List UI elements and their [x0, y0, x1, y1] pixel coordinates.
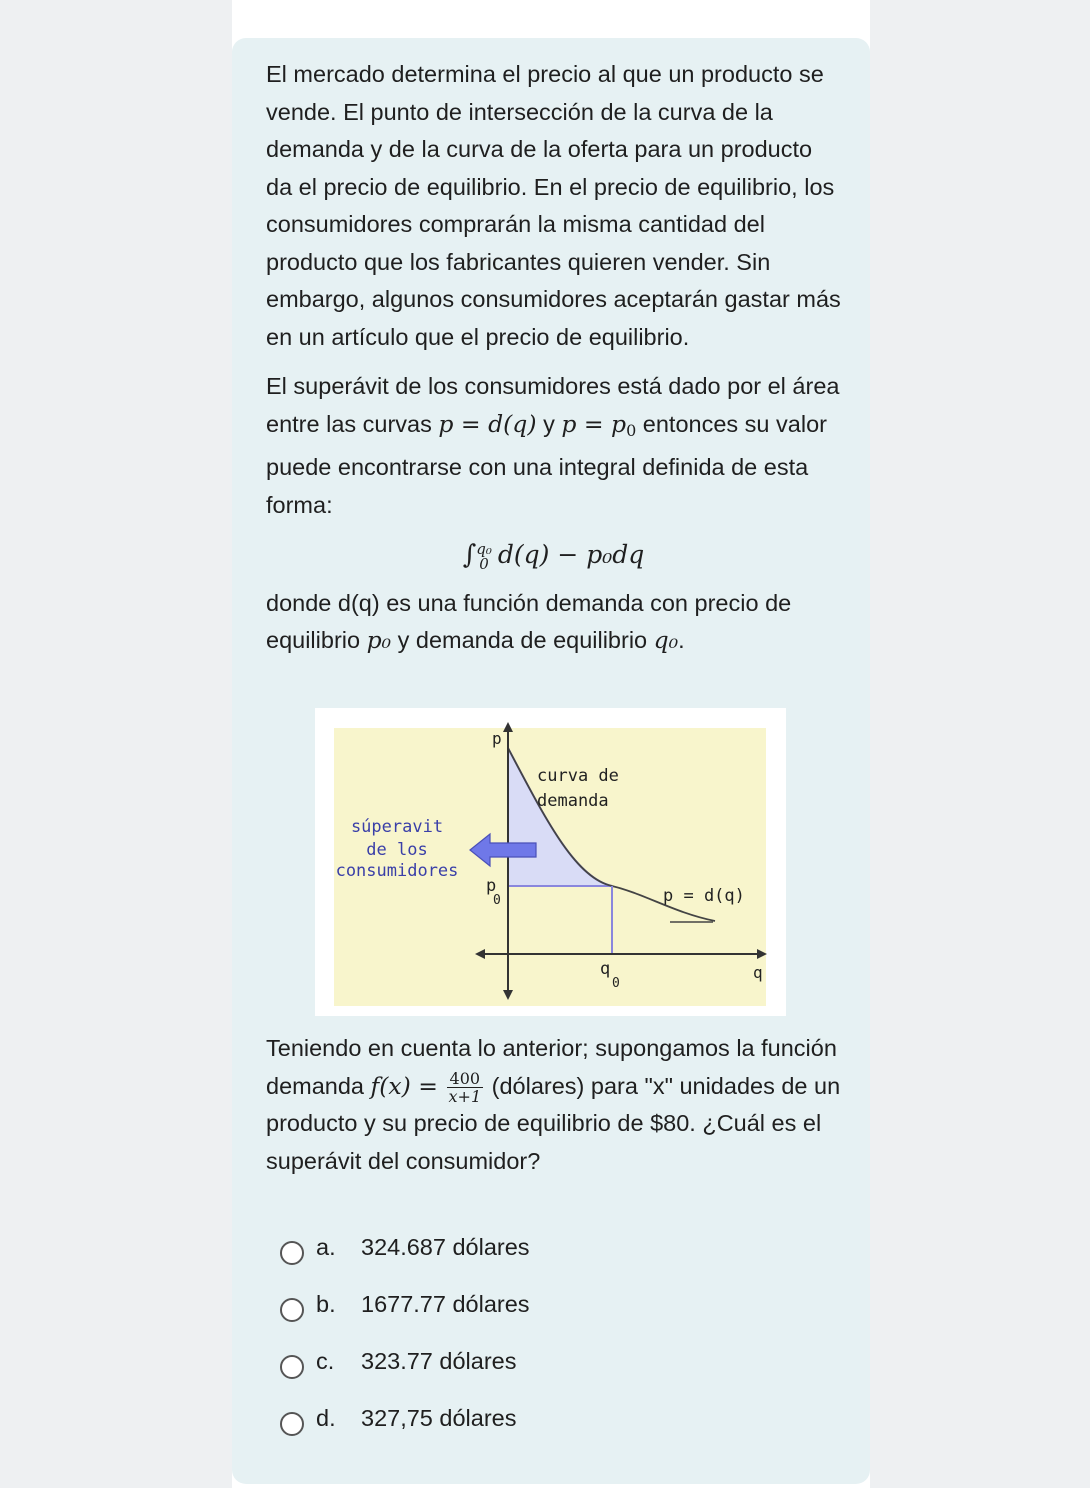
option-b-letter: b. [316, 1291, 336, 1317]
math-price-line-sub: 0 [626, 420, 637, 440]
option-c-text: 323.77 dólares [361, 1348, 517, 1374]
integral-lower-limit: 0 [479, 554, 489, 573]
surplus-label-line3: consumidores [335, 861, 459, 881]
integral-body: d(q) − p₀dq [497, 540, 645, 569]
math-price-line-main: p = p [561, 409, 627, 438]
radio-d[interactable] [280, 1412, 304, 1436]
fraction-numerator: 400 [447, 1070, 484, 1088]
radio-c[interactable] [280, 1355, 304, 1379]
option-b-text: 1677.77 dólares [361, 1291, 530, 1317]
definition-text-after: . [678, 627, 685, 653]
curve-label-line2: demanda [537, 791, 609, 811]
surplus-text-and: y [543, 410, 555, 437]
axis-q-label: q [753, 963, 763, 982]
p0-label-sub: 0 [493, 893, 501, 908]
question-text-after: (dólares) para "x" unidades de un producto y su precio de equilibrio de $80. ¿Cuál es el superávit del consumidor? [266, 1072, 841, 1174]
integral-symbol: ∫ [462, 540, 477, 570]
surplus-text-after: entonces su valor puede encontrarse con una integral definida de esta forma: [266, 410, 827, 518]
radio-a[interactable] [280, 1241, 304, 1265]
option-c[interactable] [280, 1344, 840, 1401]
math-p0: p₀ [366, 626, 392, 654]
q0-label: q [600, 959, 611, 979]
option-d-letter: d. [316, 1405, 336, 1431]
question-fraction [447, 1070, 484, 1105]
integral-upper-limit: q₀ [476, 539, 492, 558]
option-c-letter: c. [316, 1348, 335, 1374]
axis-p-label: p [492, 729, 502, 748]
radio-b[interactable] [280, 1298, 304, 1322]
integral-formula [266, 536, 841, 575]
function-label: p = d(q) [663, 886, 745, 906]
question-prompt [266, 1030, 841, 1180]
p0-label: p [486, 876, 497, 896]
math-price-line [561, 410, 636, 438]
question-text-before: Teniendo en cuenta lo anterior; supongamos la función demanda [266, 1035, 837, 1099]
option-a-text: 324.687 dólares [361, 1234, 530, 1260]
option-a[interactable] [280, 1230, 840, 1287]
surplus-label-line2: de los [366, 840, 428, 860]
math-q0: q₀ [653, 626, 679, 654]
option-a-letter: a. [316, 1234, 336, 1260]
option-b[interactable] [280, 1287, 840, 1344]
option-d-text: 327,75 dólares [361, 1405, 517, 1431]
intro-paragraph: El mercado determina el precio al que un producto se vende. El punto de intersección de la curva de la demanda y de la curva de la oferta para un producto da el precio de equilibrio. En el precio de equilibrio, los consumidores comprarán la misma cantidad del producto que los fabricantes quieren vender. Sin embargo, algunos consumidores aceptarán gastar más en un artículo que el precio de equilibrio. [266, 61, 841, 350]
question-function-lhs: f(x) = [370, 1071, 438, 1100]
answer-options [280, 1230, 840, 1458]
surplus-text-before: El superávit de los consumidores está dado por el área entre las curvas [266, 373, 840, 437]
definition-text-mid: y demanda de equilibrio [397, 627, 648, 653]
curve-label-line1: curva de [537, 766, 619, 786]
question-content [266, 56, 841, 672]
surplus-label-line1: súperavit [350, 817, 444, 837]
definition-paragraph [266, 585, 841, 660]
q0-label-sub: 0 [612, 976, 620, 991]
surplus-paragraph [266, 368, 841, 524]
consumer-surplus-figure [315, 708, 786, 1016]
consumer-surplus-diagram [315, 708, 786, 1016]
integral-limits [476, 539, 492, 573]
fraction-denominator: x+1 [448, 1086, 482, 1106]
p-axis-arrow-up [503, 722, 513, 732]
definition-text-before: donde d(q) es una función demanda con precio de equilibrio [266, 589, 792, 653]
option-d[interactable] [280, 1401, 840, 1458]
math-demand-curve: p = d(q) [438, 409, 537, 438]
